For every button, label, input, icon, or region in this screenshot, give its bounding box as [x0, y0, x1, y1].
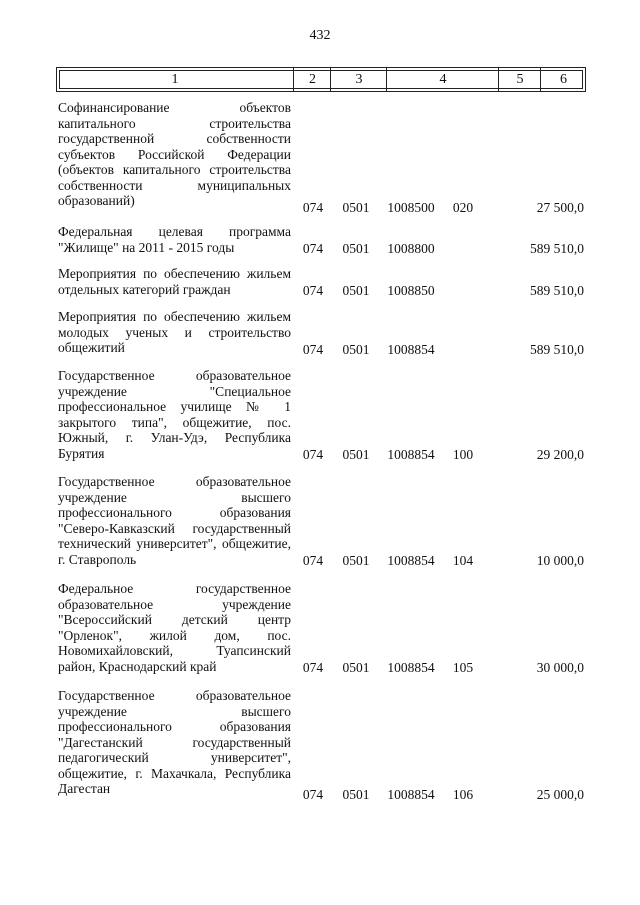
row-col-4: 1008850 — [387, 283, 435, 298]
table-row — [0, 309, 640, 358]
table-header — [56, 67, 586, 92]
row-col-5: 104 — [452, 553, 474, 568]
row-col-3: 0501 — [342, 342, 370, 357]
row-col-6: 589 510,0 — [530, 283, 584, 298]
row-col-5: 106 — [452, 787, 474, 802]
row-col-2: 074 — [302, 283, 324, 298]
row-col-2: 074 — [302, 787, 324, 802]
header-col-1: 1 — [171, 72, 179, 87]
row-col-4: 1008800 — [387, 241, 435, 256]
row-description: Государственное образовательное учреждение "Специальное профессиональное училище № 1 закрытого типа", общежитие, пос. Южный, г. Улан-Удэ, Республика Бурятия — [58, 368, 291, 461]
table-row — [0, 474, 640, 569]
row-description: Государственное образовательное учреждение высшего профессионального образования "Дагестанский государственный педагогический университет", общежитие, г. Махачкала, Республика Дагестан — [58, 688, 291, 796]
table-row — [0, 224, 640, 257]
table-row — [0, 688, 640, 803]
row-col-4: 1008854 — [387, 660, 435, 675]
row-col-6: 29 200,0 — [536, 447, 584, 462]
header-col-5: 5 — [498, 68, 541, 91]
row-description: Мероприятия по обеспечению жильем молодых ученых и строительство общежитий — [58, 309, 291, 355]
row-col-6: 27 500,0 — [536, 200, 584, 215]
table-row — [0, 368, 640, 463]
row-col-4: 1008854 — [387, 342, 435, 357]
row-col-6: 589 510,0 — [530, 342, 584, 357]
row-col-2: 074 — [302, 200, 324, 215]
row-col-2: 074 — [302, 660, 324, 675]
row-col-6: 25 000,0 — [536, 787, 584, 802]
row-col-4: 1008500 — [387, 200, 435, 215]
row-col-2: 074 — [302, 241, 324, 256]
row-col-3: 0501 — [342, 787, 370, 802]
row-col-3: 0501 — [342, 447, 370, 462]
row-description: Софинансирование объектов капитального строительства государственной собственности субъектов Российской Федерации (объектов капитального строительства собственности муниципальных образований) — [58, 100, 291, 208]
row-col-5: 100 — [452, 447, 474, 462]
row-col-4: 1008854 — [387, 787, 435, 802]
row-col-2: 074 — [302, 342, 324, 357]
table-row — [0, 100, 640, 216]
row-col-6: 589 510,0 — [530, 241, 584, 256]
row-col-2: 074 — [302, 447, 324, 462]
header-col-2: 2 — [293, 68, 331, 91]
row-col-5: 020 — [452, 200, 474, 215]
row-col-4: 1008854 — [387, 447, 435, 462]
row-description: Мероприятия по обеспечению жильем отдельных категорий граждан — [58, 266, 291, 297]
table-row — [0, 581, 640, 676]
row-description: Федеральная целевая программа "Жилище" на 2011 - 2015 годы — [58, 224, 291, 255]
header-col-3: 3 — [330, 68, 387, 91]
row-col-3: 0501 — [342, 241, 370, 256]
row-col-3: 0501 — [342, 660, 370, 675]
row-col-6: 10 000,0 — [536, 553, 584, 568]
row-col-4: 1008854 — [387, 553, 435, 568]
row-description: Государственное образовательное учреждение высшего профессионального образования "Северо-Кавказский государственный технический университет", общежитие, г. Ставрополь — [58, 474, 291, 567]
header-col-6: 6 — [540, 68, 586, 91]
table-row — [0, 266, 640, 299]
header-col-4: 4 — [386, 68, 499, 91]
page-number: 432 — [309, 28, 331, 43]
row-col-6: 30 000,0 — [536, 660, 584, 675]
row-col-3: 0501 — [342, 283, 370, 298]
row-col-3: 0501 — [342, 200, 370, 215]
row-col-3: 0501 — [342, 553, 370, 568]
row-col-2: 074 — [302, 553, 324, 568]
row-col-5: 105 — [452, 660, 474, 675]
row-description: Федеральное государственное образовательное учреждение "Всероссийский детский центр "Орленок", жилой дом, пос. Новомихайловский, Туапсинский район, Краснодарский край — [58, 581, 291, 674]
